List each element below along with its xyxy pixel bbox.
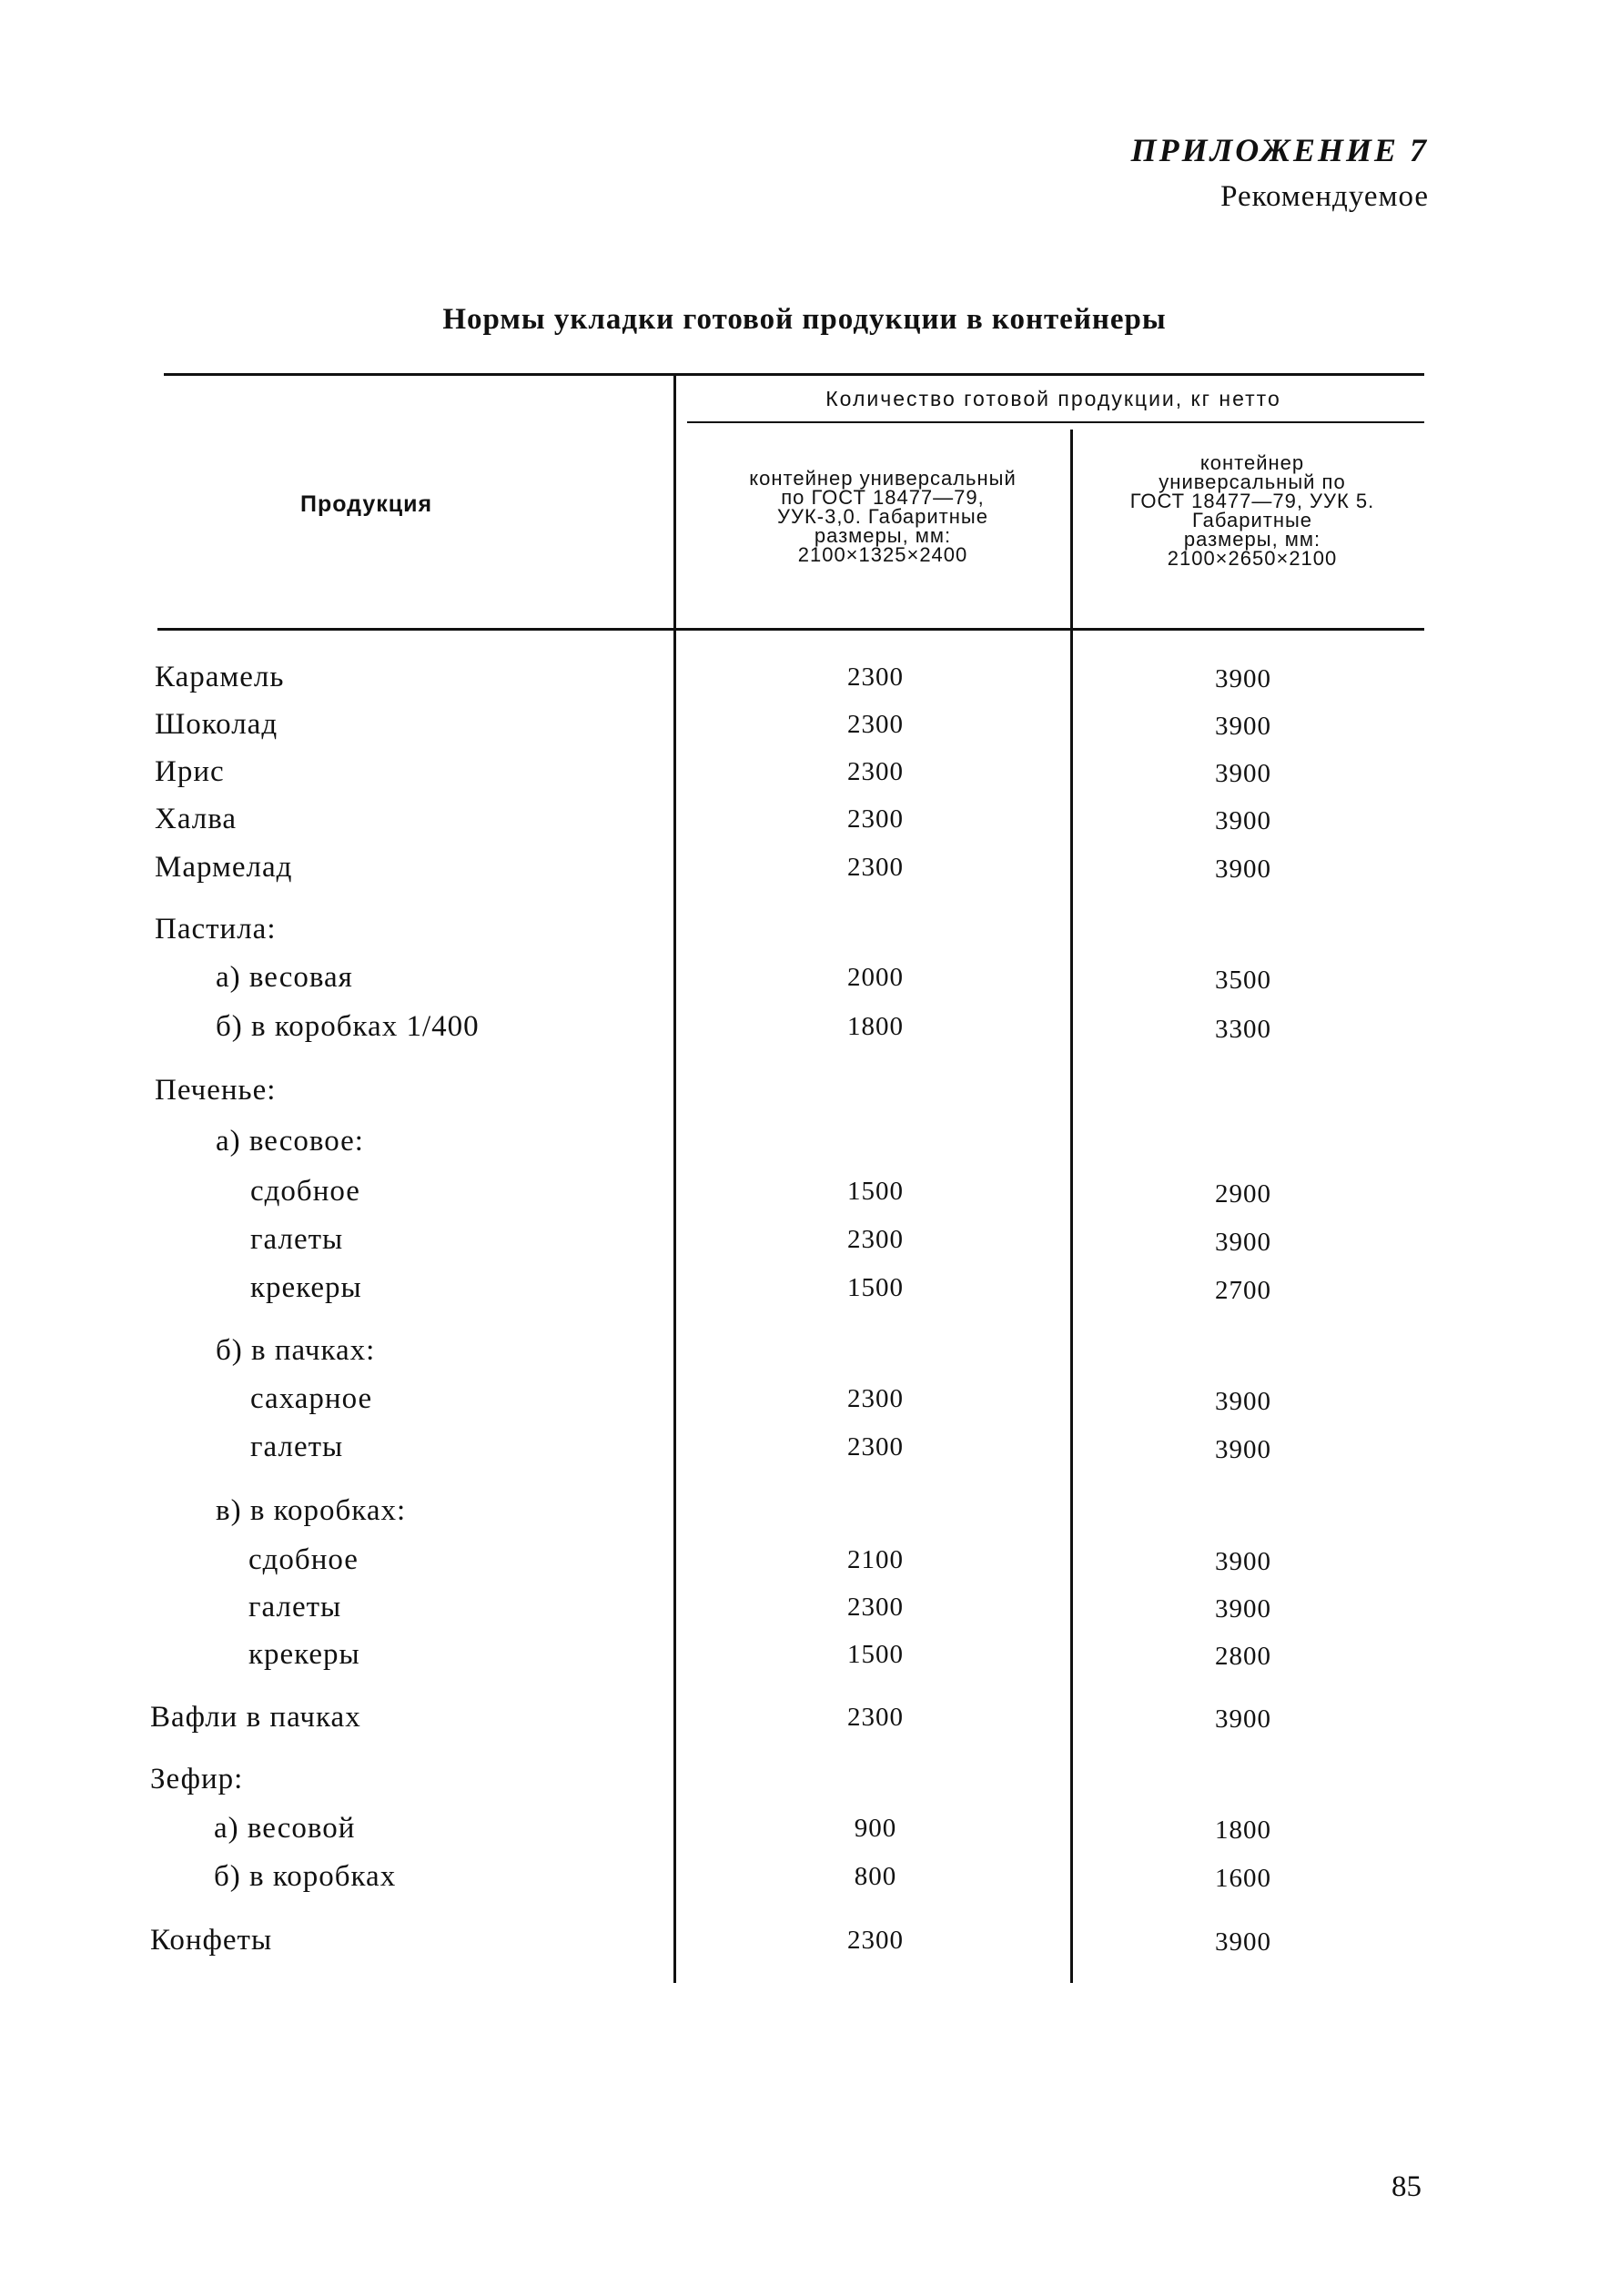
row-label: галеты [250, 1223, 344, 1256]
cell-uuk3: 2300 [847, 757, 904, 786]
cell-uuk3: 2100 [847, 1545, 904, 1574]
header-line: УУК-3,0. Габаритные [777, 505, 988, 528]
row-label: Печенье: [155, 1074, 277, 1107]
row-label: Зефир: [150, 1763, 244, 1795]
cell-uuk3: 800 [854, 1862, 897, 1891]
cell-uuk3: 1800 [847, 1012, 904, 1041]
page-number: 85 [1391, 2170, 1422, 2203]
row-label: Ирис [155, 755, 225, 788]
row-label: Шоколад [155, 708, 278, 741]
cell-uuk3: 2300 [847, 1926, 904, 1955]
row-label: Пастила: [155, 913, 277, 946]
header-quantity-group: Количество готовой продукции, кг нетто [825, 387, 1281, 410]
header-line: 2100×2650×2100 [1167, 547, 1338, 570]
document-title: Нормы укладки готовой продукции в контейнеры [442, 303, 1167, 336]
row-label: а) весовая [216, 961, 353, 994]
header-container-uuk5 [1079, 453, 1425, 568]
cell-uuk5: 2900 [1215, 1179, 1271, 1209]
cell-uuk5: 3900 [1215, 1594, 1271, 1623]
row-label: Конфеты [150, 1924, 273, 1957]
cell-uuk5: 3900 [1215, 1704, 1271, 1734]
appendix-status: Рекомендуемое [1220, 180, 1429, 213]
cell-uuk3: 2300 [847, 853, 904, 882]
header-line: контейнер универсальный [749, 467, 1017, 490]
row-label: в) в коробках: [216, 1494, 407, 1527]
column-divider-2 [1070, 430, 1073, 1983]
cell-uuk3: 2300 [847, 663, 904, 692]
header-bottom-rule [157, 628, 1424, 631]
header-line: размеры, мм: [1183, 528, 1321, 551]
row-label: а) весовое: [216, 1125, 364, 1158]
cell-uuk3: 2300 [847, 1432, 904, 1462]
cell-uuk5: 1600 [1215, 1864, 1271, 1893]
header-line: контейнер [1199, 451, 1305, 474]
header-line: по ГОСТ 18477—79, [781, 486, 985, 509]
cell-uuk5: 3900 [1215, 1387, 1271, 1416]
appendix-title: ПРИЛОЖЕНИЕ 7 [1130, 132, 1429, 168]
row-label: а) весовой [214, 1812, 356, 1845]
group-header-rule [687, 421, 1424, 423]
header-product: Продукция [300, 491, 433, 517]
row-label: б) в пачках: [216, 1334, 376, 1367]
row-label: Вафли в пачках [150, 1701, 361, 1734]
cell-uuk3: 2300 [847, 710, 904, 739]
column-divider-1 [673, 375, 676, 1983]
cell-uuk3: 1500 [847, 1273, 904, 1302]
cell-uuk5: 2800 [1215, 1642, 1271, 1671]
cell-uuk5: 2700 [1215, 1276, 1271, 1305]
row-label: крекеры [248, 1638, 360, 1671]
cell-uuk5: 3300 [1215, 1015, 1271, 1044]
cell-uuk3: 2300 [847, 804, 904, 834]
cell-uuk5: 3900 [1215, 1547, 1271, 1576]
header-line: Габаритные [1191, 509, 1313, 531]
header-container-uuk3 [692, 469, 1074, 564]
cell-uuk3: 2000 [847, 963, 904, 992]
row-label: Карамель [155, 661, 285, 693]
header-line: 2100×1325×2400 [797, 543, 968, 566]
row-label: галеты [250, 1431, 344, 1463]
row-label: сдобное [250, 1175, 360, 1208]
cell-uuk5: 3900 [1215, 712, 1271, 741]
cell-uuk5: 1800 [1215, 1816, 1271, 1845]
row-label: сахарное [250, 1382, 373, 1415]
row-label: сдобное [248, 1543, 359, 1576]
row-label: Мармелад [155, 851, 293, 884]
cell-uuk3: 1500 [847, 1177, 904, 1206]
row-label: крекеры [250, 1271, 362, 1304]
cell-uuk3: 900 [854, 1814, 897, 1843]
row-label: Халва [155, 803, 238, 835]
cell-uuk5: 3900 [1215, 1927, 1271, 1957]
header-line: размеры, мм: [814, 524, 952, 547]
cell-uuk5: 3900 [1215, 664, 1271, 693]
row-label: б) в коробках [214, 1860, 397, 1893]
cell-uuk3: 2300 [847, 1703, 904, 1732]
cell-uuk5: 3900 [1215, 759, 1271, 788]
cell-uuk3: 1500 [847, 1640, 904, 1669]
cell-uuk5: 3900 [1215, 1228, 1271, 1257]
cell-uuk3: 2300 [847, 1593, 904, 1622]
cell-uuk5: 3900 [1215, 1435, 1271, 1464]
cell-uuk5: 3900 [1215, 806, 1271, 835]
row-label: галеты [248, 1591, 342, 1623]
cell-uuk5: 3500 [1215, 966, 1271, 995]
row-label: б) в коробках 1/400 [216, 1010, 480, 1043]
header-line: ГОСТ 18477—79, УУК 5. [1129, 490, 1375, 512]
cell-uuk3: 2300 [847, 1384, 904, 1413]
table-top-rule [164, 373, 1424, 376]
cell-uuk5: 3900 [1215, 855, 1271, 884]
cell-uuk3: 2300 [847, 1225, 904, 1254]
header-line: универсальный по [1159, 470, 1346, 493]
